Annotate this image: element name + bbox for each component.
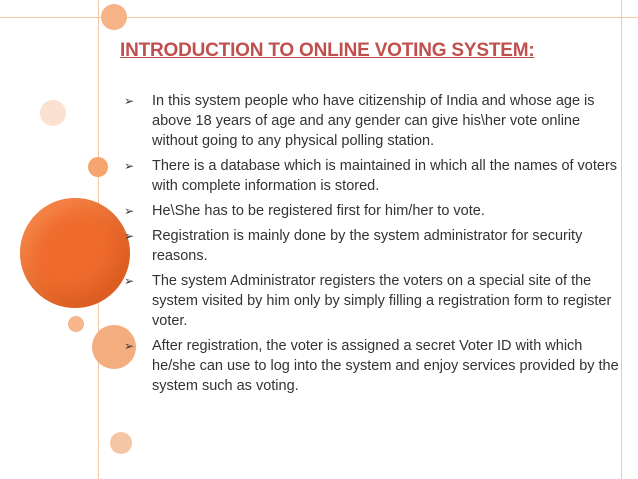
- bullet-text: Registration is mainly done by the system administrator for security reasons.: [152, 228, 583, 264]
- arrow-bullet-icon: ➢: [124, 274, 135, 288]
- bullet-text: There is a database which is maintained in which all the names of voters with complete information is stored.: [152, 158, 618, 194]
- list-item: [124, 91, 624, 151]
- bullet-list: [124, 91, 624, 401]
- arrow-bullet-icon: ➢: [124, 94, 135, 108]
- list-item: [124, 201, 624, 221]
- frame-line-top: [0, 17, 638, 18]
- list-item: [124, 226, 624, 266]
- decorative-circle-bottom: [110, 432, 132, 454]
- list-item: [124, 156, 624, 196]
- bullet-text: After registration, the voter is assigned a secret Voter ID with which he/she can use to log into the system and enjoy services provided by the system such as voting.: [152, 338, 619, 394]
- decorative-circle-top: [101, 4, 127, 30]
- decorative-circle-small-1: [88, 157, 108, 177]
- decorative-circle-large: [20, 198, 130, 308]
- decorative-circle-faint: [40, 100, 66, 126]
- bullet-text: The system Administrator registers the voters on a special site of the system visited by him only by simply filling a registration form to register voter.: [152, 273, 612, 329]
- bullet-text: In this system people who have citizenship of India and whose age is above 18 years of age and any gender can give his\her vote online without going to any physical polling station.: [152, 93, 595, 149]
- list-item: [124, 271, 624, 331]
- bullet-text: He\She has to be registered first for him/her to vote.: [152, 203, 485, 219]
- decorative-circle-small-2: [68, 316, 84, 332]
- list-item: [124, 336, 624, 396]
- arrow-bullet-icon: ➢: [124, 159, 135, 173]
- arrow-bullet-icon: ➢: [124, 339, 135, 353]
- arrow-bullet-icon: ➢: [124, 229, 135, 243]
- slide-title: INTRODUCTION TO ONLINE VOTING SYSTEM:: [120, 40, 535, 61]
- arrow-bullet-icon: ➢: [124, 204, 135, 218]
